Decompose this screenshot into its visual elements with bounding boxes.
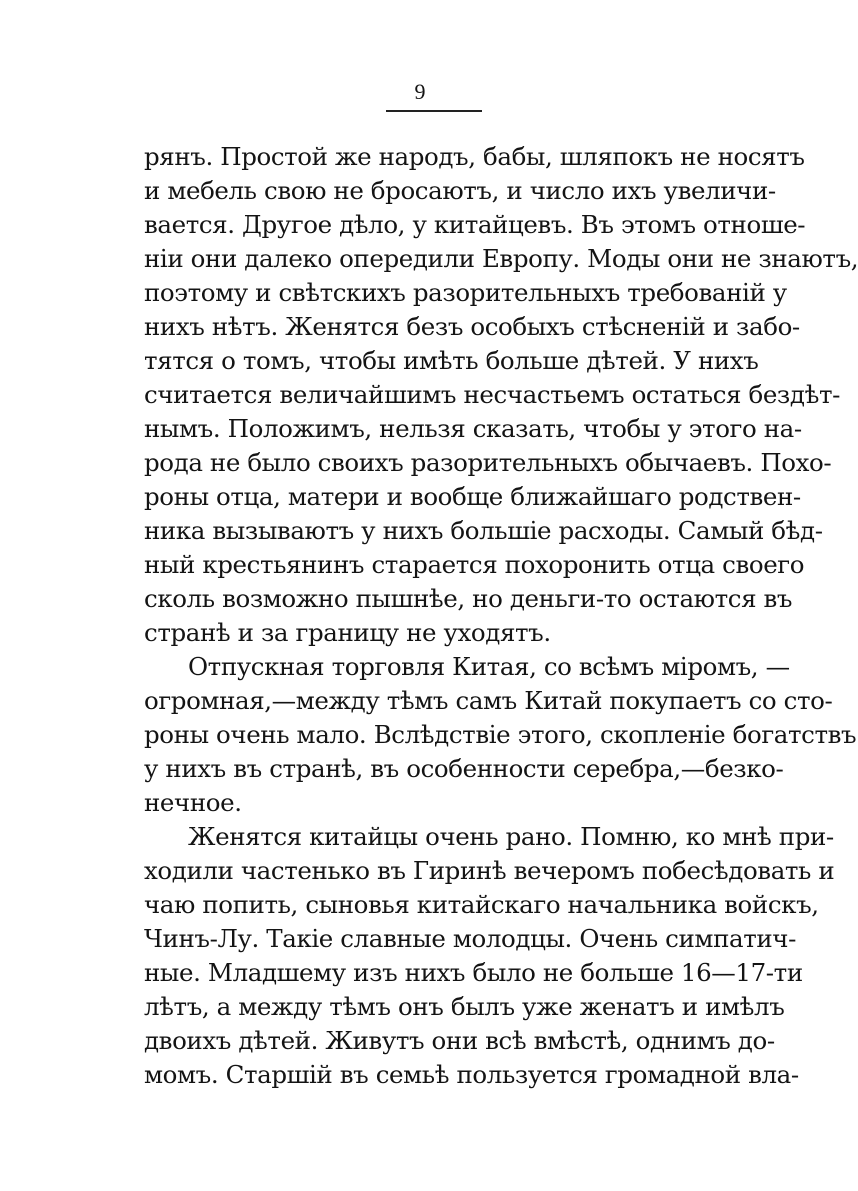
text-line: ника вызываютъ у нихъ большiе расходы. Самый бѣд- [144,516,823,545]
text-line: у нихъ въ странѣ, въ особенности серебра,—безко- [144,754,784,783]
text-line: Чинъ-Лу. Такiе славные молодцы. Очень симпатич- [144,924,796,953]
text-line: и мебель свою не бросаютъ, и число ихъ увеличи- [144,176,776,205]
paragraph-first-line: Отпускная торговля Китая, со всѣмъ мiромъ, — [188,652,790,681]
text-line: нiи они далеко опередили Европу. Моды они не знаютъ, [144,244,858,273]
text-line: ный крестьянинъ старается похоронить отца своего [144,550,805,579]
text-line: роны очень мало. Вслѣдствiе этого, скопленiе богатствъ [144,720,857,749]
header-rule [386,110,482,112]
page-number: 9 [414,79,426,104]
text-line: нечное. [144,788,242,817]
text-line: рянъ. Простой же народъ, бабы, шляпокъ не носятъ [144,142,805,171]
text-line: рода не было своихъ разорительныхъ обычаевъ. Похо- [144,448,832,477]
text-line: двоихъ дѣтей. Живутъ они всѣ вмѣстѣ, однимъ до- [144,1026,775,1055]
text-line: нымъ. Положимъ, нельзя сказать, чтобы у этого на- [144,414,802,443]
text-line: тятся о томъ, чтобы имѣть больше дѣтей. У нихъ [144,346,759,375]
text-line: считается величайшимъ несчастьемъ остаться бездѣт- [144,380,840,409]
text-line: чаю попить, сыновья китайскаго начальника войскъ, [144,890,819,919]
text-line: момъ. Старшiй въ семьѣ пользуется громадной вла- [144,1060,799,1089]
text-line: ные. Младшему изъ нихъ было не больше 16—17-ти [144,958,803,987]
text-line: странѣ и за границу не уходятъ. [144,618,551,647]
text-line: вается. Другое дѣло, у китайцевъ. Въ этомъ отноше- [144,210,806,239]
text-line: сколь возможно пышнѣе, но деньги-то остаются въ [144,584,793,613]
paragraph-first-line: Женятся китайцы очень рано. Помню, ко мнѣ при- [188,822,834,851]
text-line: нихъ нѣтъ. Женятся безъ особыхъ стѣсненiй и забо- [144,312,800,341]
text-line: огромная,—между тѣмъ самъ Китай покупаетъ со сто- [144,686,833,715]
text-line: ходили частенько въ Гиринѣ вечеромъ побесѣдовать и [144,856,835,885]
text-line: роны отца, матери и вообще ближайшаго родствен- [144,482,801,511]
text-line: поэтому и свѣтскихъ разорительныхъ требованiй у [144,278,787,307]
text-line: лѣтъ, а между тѣмъ онъ былъ уже женатъ и имѣлъ [144,992,785,1021]
